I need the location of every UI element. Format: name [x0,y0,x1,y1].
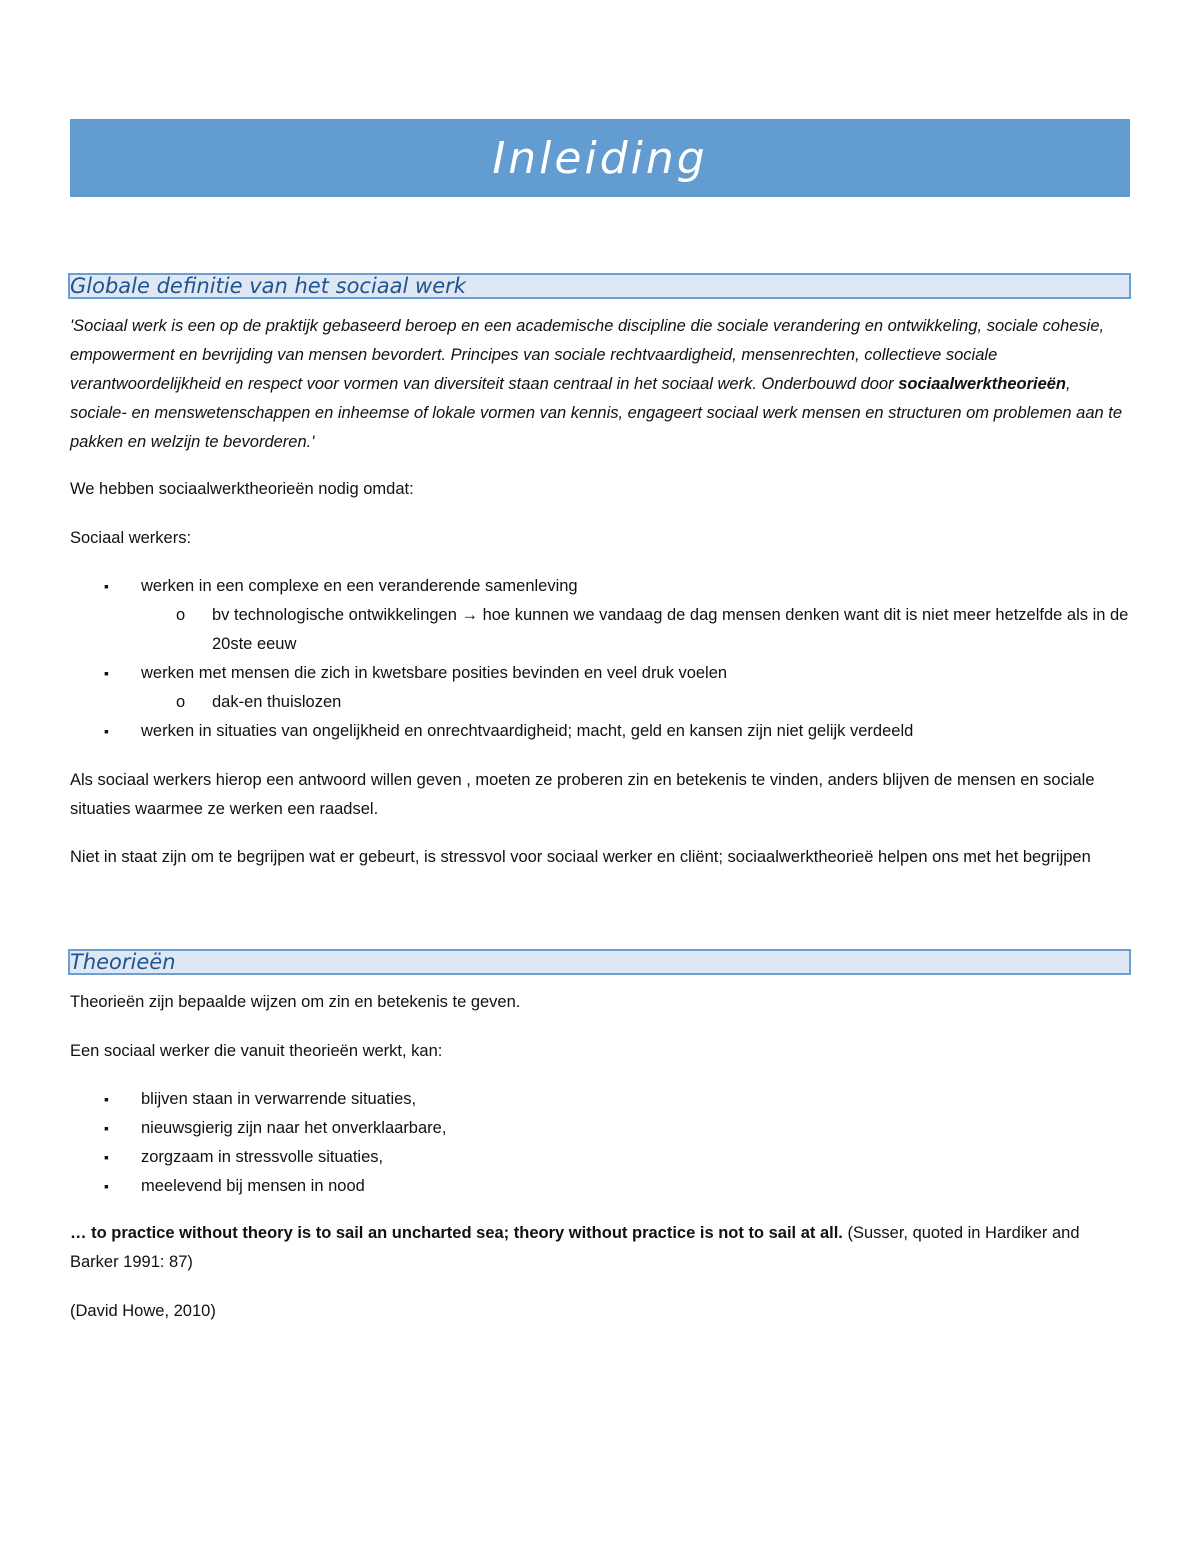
list-item: ▪ werken in een complexe en een veranderende samenleving [70,572,1130,601]
section-heading-text: Globale definitie van het sociaal werk [70,274,466,298]
list-item: ▪ werken in situaties van ongelijkheid en onrechtvaardigheid; macht, geld en kansen zijn niet gelijk verdeeld [70,717,1130,746]
list-item: ▪ meelevend bij mensen in nood [70,1172,1130,1201]
list-item: ▪ werken met mensen die zich in kwetsbare posities bevinden en veel druk voelen [70,659,1130,688]
need-theories-line: We hebben sociaalwerktheorieën nodig omdat: [70,480,414,498]
sub-list-item-text: dak-en thuislozen [212,693,342,711]
list-item: ▪ zorgzaam in stressvolle situaties, [70,1143,1130,1172]
section-heading-theories [68,949,1131,975]
paragraph-understanding: Niet in staat zijn om te begrijpen wat er gebeurt, is stressvol voor sociaal werker en cliënt; sociaalwerktheorieë helpen ons met het begrijpen [70,848,1091,866]
theories-definition: Theorieën zijn bepaalde wijzen om zin en betekenis te geven. [70,993,521,1011]
quote-text-start: 'Sociaal werk is een op de praktijk gebaseerd beroep en een academische discipline die sociale verandering en ontwikkeling, sociale cohesie, empowerment en bevrijding van mensen bevordert. Principes van sociale rechtvaardigheid, mensenrechten, collectieve sociale verantwoordelijkheid en respect voor vormen van diversiteit staan centraal in het sociaal werk. Onderbouwd door [70,317,1105,393]
theories-list [70,1085,1130,1201]
section-heading-text: Theorieën [70,950,176,974]
sub-list-item [70,601,1130,659]
section-heading-definition [68,273,1131,299]
list-item: ▪ blijven staan in verwarrende situaties, [70,1085,1130,1114]
practice-quote [70,1219,1130,1277]
page-title: Inleiding [492,132,708,184]
source-reference: (David Howe, 2010) [70,1302,216,1320]
list-item: ▪ nieuwsgierig zijn naar het onverklaarbare, [70,1114,1130,1143]
paragraph-answer: Als sociaal werkers hierop een antwoord willen geven , moeten ze proberen zin en betekenis te vinden, anders blijven de mensen en sociale situaties waarmee ze werken een raadsel. [70,771,1095,818]
practice-quote-text: … to practice without theory is to sail an uncharted sea; theory without practice is not to sail at all. [70,1224,843,1242]
workers-list [70,572,1130,746]
theories-intro: Een sociaal werker die vanuit theorieën werkt, kan: [70,1042,443,1060]
sub-list-item-text: bv technologische ontwikkelingen → hoe kunnen we vandaag de dag mensen denken want dit is niet meer hetzelfde als in de 20ste eeuw [212,606,1129,653]
sub-list-item [70,688,1130,717]
definition-quote [70,312,1130,457]
practice-quote-citation: (Susser, quoted in Hardiker and Barker 1991: 87) [70,1224,1080,1271]
quote-bold-term: sociaalwerktheorieën [898,375,1067,393]
title-banner [70,119,1130,197]
workers-label: Sociaal werkers: [70,529,192,547]
quote-text-end: , sociale- en menswetenschappen en inheemse of lokale vormen van kennis, engageert sociaal werk mensen en structuren om problemen aan te pakken en welzijn te bevorderen.' [70,375,1123,451]
sub-bullet-marker: o [176,693,186,711]
sub-bullet-marker: o [176,606,186,624]
